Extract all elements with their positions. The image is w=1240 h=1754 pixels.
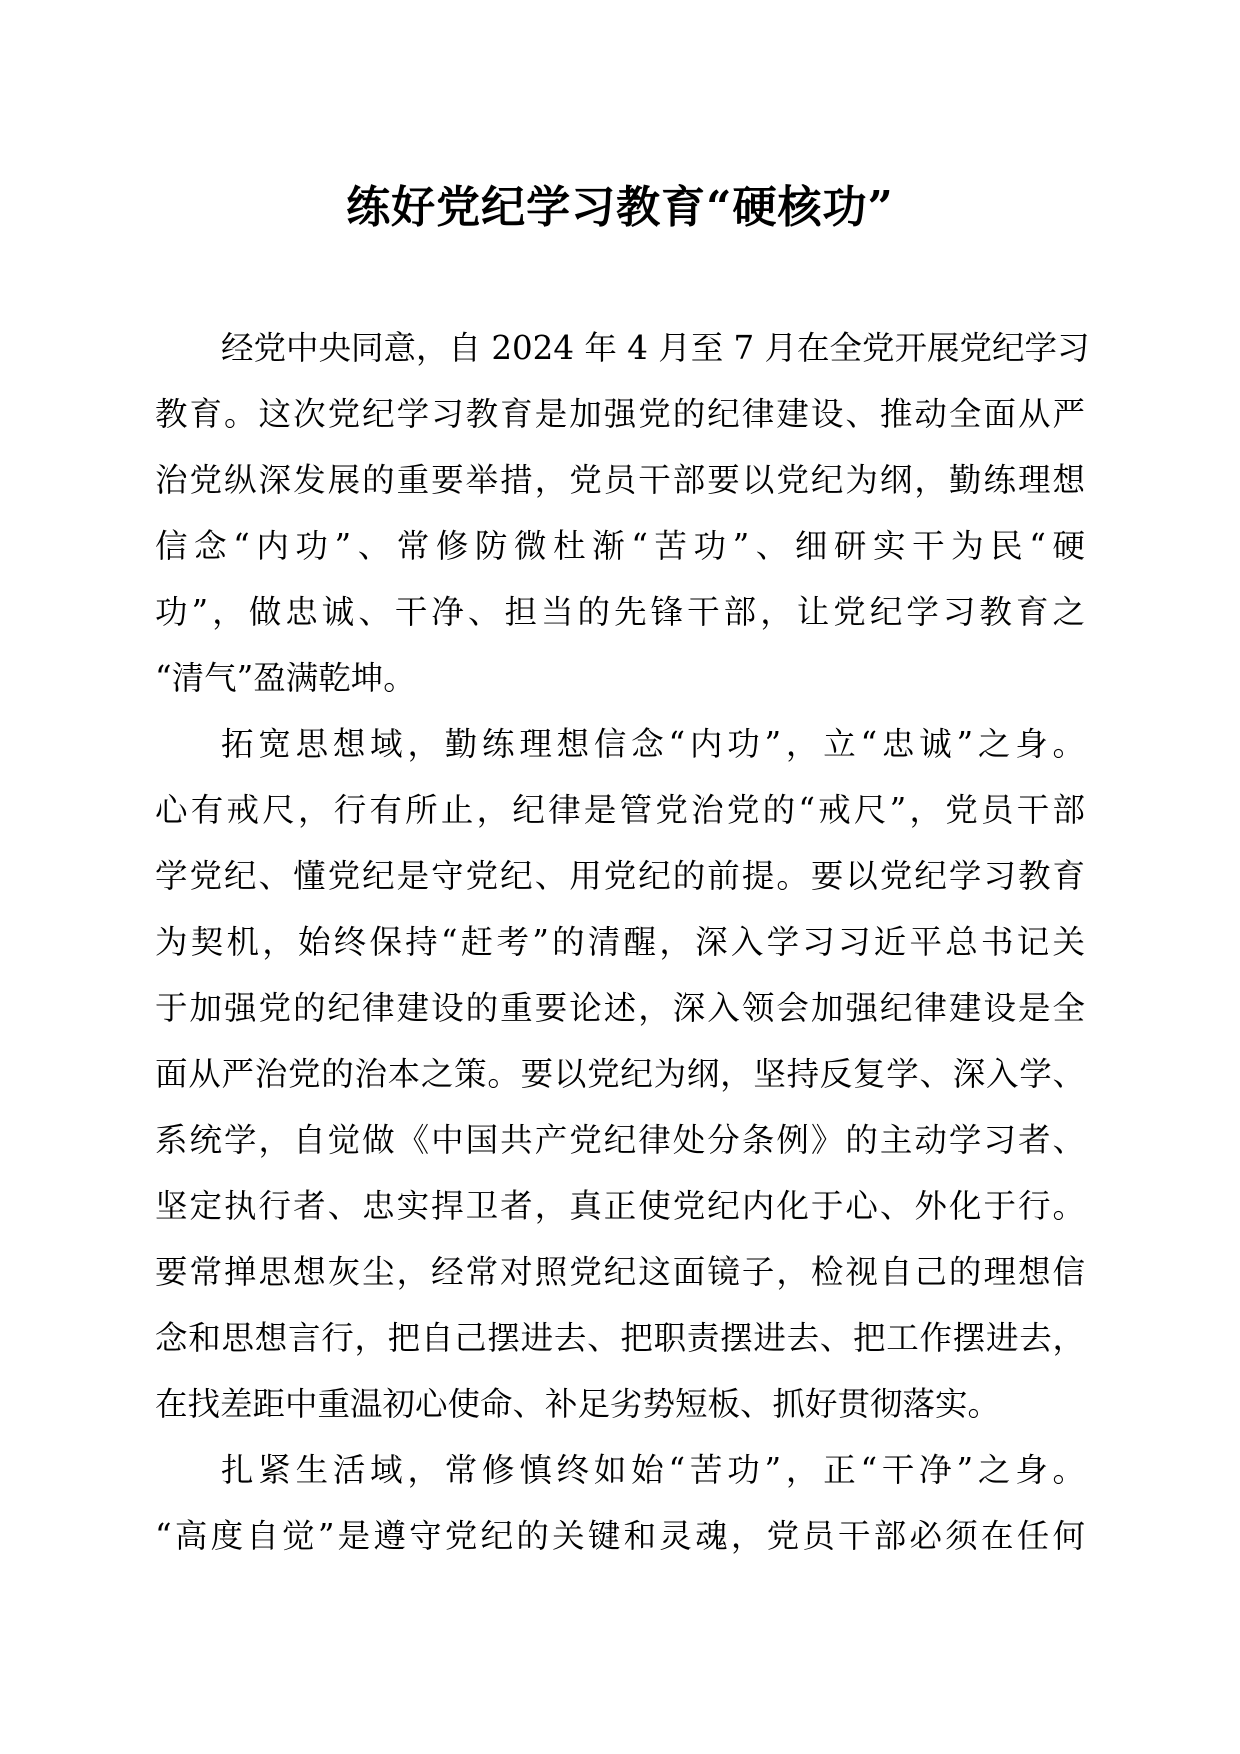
- document-title: 练好党纪学习教育“硬核功”: [346, 182, 894, 233]
- text-line: 扎紧生活域，常修慎终如始“苦功”，正“干净”之身。: [221, 1451, 1085, 1489]
- text-line: 念和思想言行，把自己摆进去、把职责摆进去、把工作摆进去，: [155, 1319, 1085, 1357]
- text-line: 学党纪、懂党纪是守党纪、用党纪的前提。要以党纪学习教育: [155, 857, 1085, 895]
- text-line: 系统学，自觉做《中国共产党纪律处分条例》的主动学习者、: [155, 1121, 1085, 1159]
- text-line: 为契机，始终保持“赶考”的清醒，深入学习习近平总书记关: [155, 923, 1085, 961]
- text-line: 心有戒尺，行有所止，纪律是管党治党的“戒尺”，党员干部: [155, 791, 1085, 829]
- text-line: “清气”盈满乾坤。: [155, 659, 416, 697]
- text-line: 坚定执行者、忠实捍卫者，真正使党纪内化于心、外化于行。: [155, 1187, 1085, 1225]
- text-line: 在找差距中重温初心使命、补足劣势短板、抓好贯彻落实。: [155, 1385, 1001, 1423]
- text-line: 面从严治党的治本之策。要以党纪为纲，坚持反复学、深入学、: [155, 1055, 1085, 1093]
- text-line: 于加强党的纪律建设的重要论述，深入领会加强纪律建设是全: [155, 989, 1085, 1027]
- text-line: 经党中央同意，自 2024 年 4 月至 7 月在全党开展党纪学习: [221, 329, 1090, 367]
- text-line: 功”，做忠诚、干净、担当的先锋干部，让党纪学习教育之: [155, 593, 1085, 631]
- document-body: [155, 315, 1090, 1569]
- text-line: “高度自觉”是遵守党纪的关键和灵魂，党员干部必须在任何: [155, 1517, 1085, 1555]
- text-line: 拓宽思想域，勤练理想信念“内功”，立“忠诚”之身。: [221, 725, 1085, 763]
- text-line: 教育。这次党纪学习教育是加强党的纪律建设、推动全面从严: [155, 395, 1085, 433]
- text-line: 要常掸思想灰尘，经常对照党纪这面镜子，检视自己的理想信: [155, 1253, 1085, 1291]
- text-line: 治党纵深发展的重要举措，党员干部要以党纪为纲，勤练理想: [155, 461, 1085, 499]
- text-line: 信念“内功”、常修防微杜渐“苦功”、细研实干为民“硬: [155, 527, 1085, 565]
